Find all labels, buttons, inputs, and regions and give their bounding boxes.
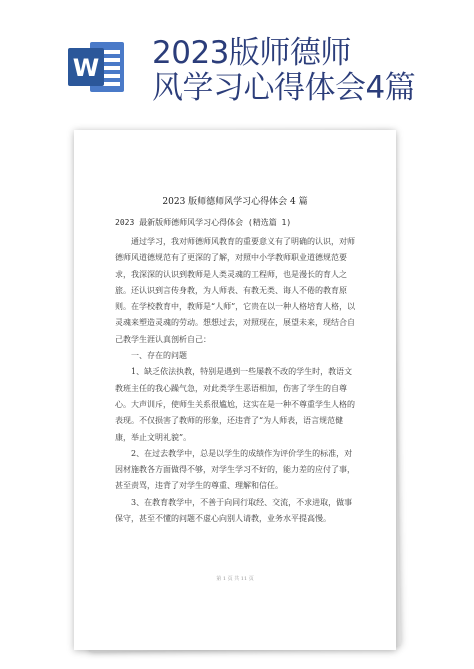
word-icon bbox=[66, 36, 128, 98]
paragraph: 1、缺乏依法执教，特别是遇到一些屡教不改的学生时，教语文教班主任的我心躁气急，对此类学生恶语相加，伤害了学生的自尊心。大声训斥，使师生关系很尴尬，这实在是一种不尊重学生人格的表现。不仅损害了教师的形象，还违背了“为人师表，语言规范健康，举止文明礼貌”。 bbox=[115, 367, 355, 442]
document-title-line2: 风学习心得体会4篇 bbox=[152, 70, 416, 106]
page-body bbox=[115, 234, 359, 527]
page-heading: 2023 版师德师风学习心得体会 4 篇 bbox=[162, 197, 308, 207]
paragraph: 一、存在的问题 bbox=[131, 351, 187, 361]
paragraph: 3、在教育教学中，不善于向同行取经、交流，不求进取，做事保守，甚至不懂的问题不虚心向别人请教，业务水平提高慢。 bbox=[115, 497, 353, 524]
header bbox=[0, 0, 474, 130]
paragraph: 通过学习，我对师德师风教育的重要意义有了明确的认识，对师德师风道德规范有了更深的了解，对照中小学教师职业道德规范要求，我深深的认识到教师是人类灵魂的工程师，也是漫长的育人之旅。还认识到言传身教，为人师表、有教无类、诲人不倦的教育原则。在学校教育中，教师是“人师”，它贵在以一种人格培育人格，以灵魂来塑造灵魂的劳动。想想过去，对照现在，展望未来，现结合自己教学生涯认真剖析自己： bbox=[115, 237, 356, 344]
document-page bbox=[74, 130, 396, 650]
document-title bbox=[152, 36, 452, 106]
page-subheading: 2023 最新版师德师风学习心得体会 (精选篇 1) bbox=[115, 218, 292, 227]
paragraph: 2、在过去教学中，总是以学生的成绩作为评价学生的标准，对因材施教各方面做得不够，对学生学习不好的，能力差的应付了事，甚至责骂，违背了对学生的尊重、理解和信任。 bbox=[115, 448, 355, 491]
page-footer: 第 1 页 共 11 页 bbox=[216, 576, 254, 582]
word-logo-letter: W bbox=[72, 54, 100, 82]
document-title-line1: 2023版师德师 bbox=[152, 35, 351, 71]
